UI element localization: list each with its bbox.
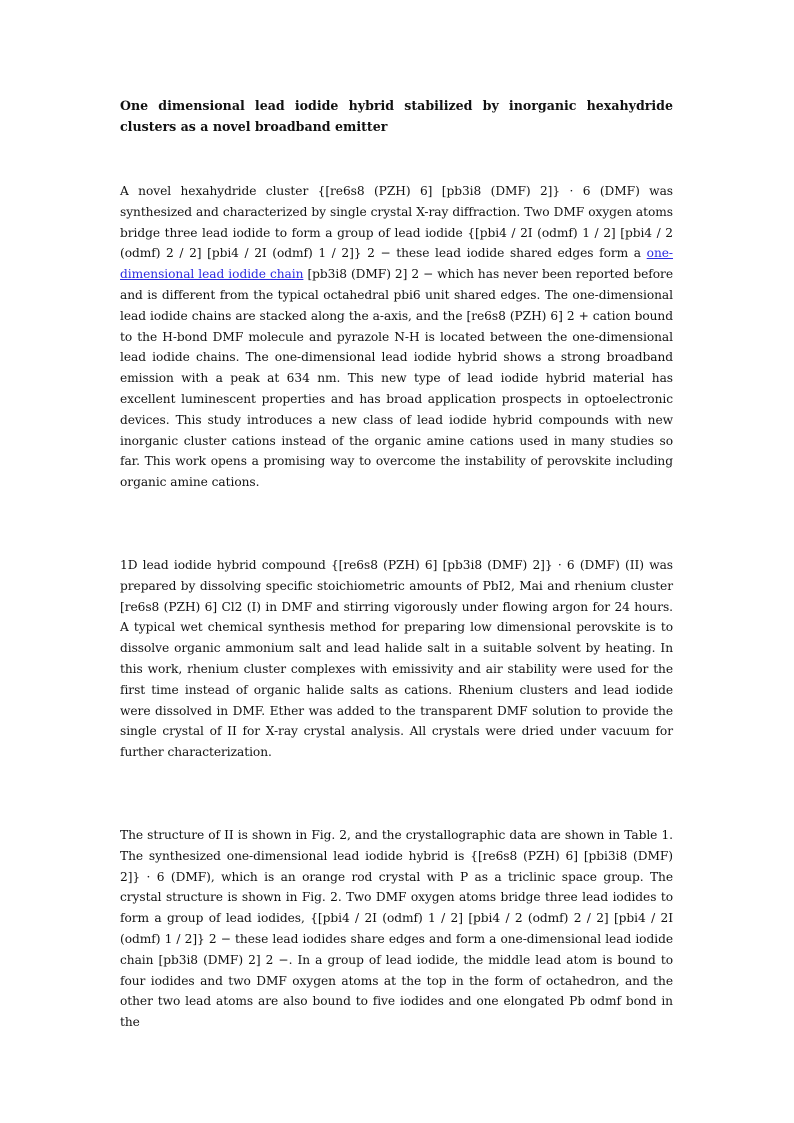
abstract-text-before-link: A novel hexahydride cluster {[re6s8 (PZH) 6] [pb3i8 (DMF) 2]} · 6 (DMF) was synthesized and characterized by single crystal X-ray diffraction. Two DMF oxygen atoms bridge three lead iodide to form a group of lead iodide {[pbi4 / 2I (odmf) 1 / 2] [pbi4 / 2 (odmf) 2 / 2] [pbi4 / 2I (odmf) 1 / 2]} 2 − these lead iodide shared edges form a [120,184,673,261]
document-page [120,95,673,1033]
structure-paragraph: The structure of II is shown in Fig. 2, and the crystallographic data are shown in Table 1. The synthesized one-dimensional lead iodide hybrid is {[re6s8 (PZH) 6] [pbi3i8 (DMF) 2]} · 6 (DMF), which is an orange rod crystal with P as a triclinic space group. The crystal structure is shown in Fig. 2. Two DMF oxygen atoms bridge three lead iodides to form a group of lead iodides, {[pbi4 / 2I (odmf) 1 / 2] [pbi4 / 2 (odmf) 2 / 2] [pbi4 / 2I (odmf) 1 / 2]} 2 − these lead iodides share edges and form a one-dimensional lead iodide chain [pb3i8 (DMF) 2] 2 −. In a group of lead iodide, the middle lead atom is bound to four iodides and two DMF oxygen atoms at the top in the form of octahedron, and the other two lead atoms are also bound to five iodides and one elongated Pb odmf bond in the [120,827,673,1030]
abstract-text-after-link: [pb3i8 (DMF) 2] 2 − which has never been reported before and is different from the typical octahedral pbi6 unit shared edges. The one-dimensional lead iodide chains are stacked along the a-axis, and the [re6s8 (PZH) 6] 2 + cation bound to the H-bond DMF molecule and pyrazole N-H is located between the one-dimensional lead iodide chains. The one-dimensional lead iodide hybrid shows a strong broadband emission with a peak at 634 nm. This new type of lead iodide hybrid material has excellent luminescent properties and has broad application prospects in optoelectronic devices. This study introduces a new class of lead iodide hybrid compounds with new inorganic cluster cations instead of the organic amine cations used in many studies so far. This work opens a promising way to overcome the instability of perovskite including organic amine cations. [120,267,673,490]
synthesis-paragraph: 1D lead iodide hybrid compound {[re6s8 (PZH) 6] [pb3i8 (DMF) 2]} · 6 (DMF) (II) was prepared by dissolving specific stoichiometric amounts of PbI2, Mai and rhenium cluster [re6s8 (PZH) 6] Cl2 (I) in DMF and stirring vigorously under flowing argon for 24 hours. A typical wet chemical synthesis method for preparing low dimensional perovskite is to dissolve organic ammonium salt and lead halide salt in a suitable solvent by heating. In this work, rhenium cluster complexes with emissivity and air stability were used for the first time instead of organic halide salts as cations. Rhenium clusters and lead iodide were dissolved in DMF. Ether was added to the transparent DMF solution to provide the single crystal of II for X-ray crystal analysis. All crystals were dried under vacuum for further characterization. [120,557,673,760]
one-dimensional-chain-link[interactable]: one-dimensional lead iodide chain [120,246,673,282]
abstract-paragraph [120,181,673,493]
document-title: One dimensional lead iodide hybrid stabilized by inorganic hexahydride clusters as a novel broadband emitter [120,98,673,134]
